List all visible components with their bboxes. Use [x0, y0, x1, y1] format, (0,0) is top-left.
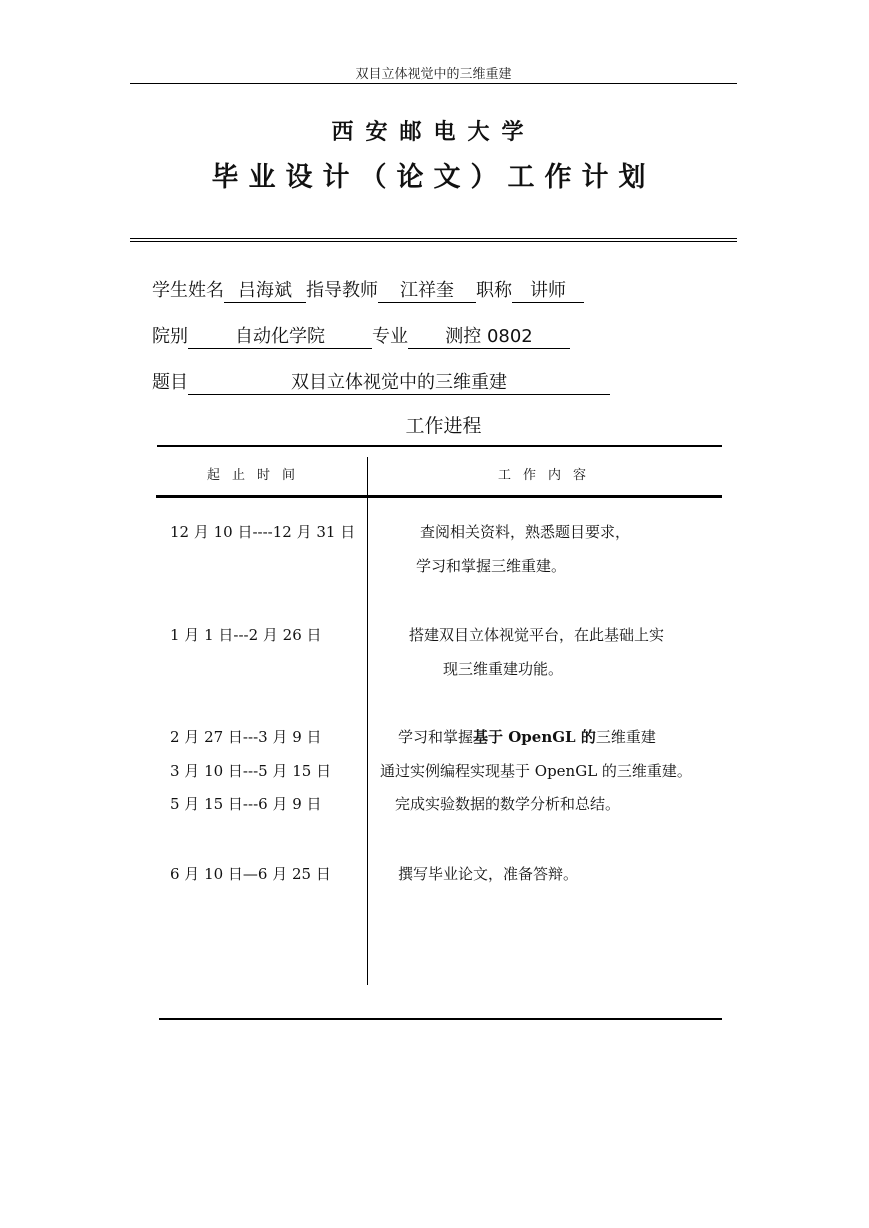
row-2-time: 1 月 1 日---2 月 26 日	[170, 626, 322, 644]
row-4-time: 3 月 10 日---5 月 15 日	[170, 762, 332, 780]
row-4-content: 通过实例编程实现基于 OpenGL 的三维重建。	[380, 762, 692, 780]
table-header-rule	[156, 495, 722, 498]
school-value: 自动化学院	[188, 326, 372, 349]
topic-label: 题目	[152, 372, 188, 393]
column-divider	[367, 457, 368, 985]
row-2-content-line-2: 现三维重建功能。	[443, 660, 564, 678]
title-label: 职称	[476, 280, 512, 301]
row-3-content-pre: 学习和掌握	[398, 728, 474, 746]
table-top-rule	[157, 445, 722, 447]
university-name: 西安邮电大学	[331, 120, 536, 145]
column-header-content: 工作内容	[498, 468, 599, 483]
row-2-content-line-1: 搭建双目立体视觉平台，在此基础上实	[409, 626, 665, 644]
topic-info-line	[152, 368, 610, 395]
row-6-time: 6 月 10 日—6 月 25 日	[170, 865, 331, 883]
running-header: 双目立体视觉中的三维重建	[355, 67, 512, 82]
document-title: 毕业设计（论文）工作计划	[211, 162, 656, 193]
topic-value: 双目立体视觉中的三维重建	[188, 372, 610, 395]
row-1-content-line-1: 查阅相关资料，熟悉题目要求，	[420, 523, 631, 541]
column-header-time: 起止时间	[207, 468, 308, 483]
major-label: 专业	[372, 326, 408, 347]
title-divider-bottom	[130, 241, 737, 242]
school-info-line	[152, 322, 570, 349]
header-rule	[130, 83, 737, 84]
advisor-name: 江祥奎	[378, 280, 476, 303]
row-3-content-bold: 基于 OpenGL 的	[473, 728, 596, 746]
student-name: 吕海斌	[224, 280, 306, 303]
row-6-content: 撰写毕业论文，准备答辩。	[398, 865, 579, 883]
title-value: 讲师	[512, 280, 584, 303]
title-divider-top	[130, 238, 737, 239]
row-5-time: 5 月 15 日---6 月 9 日	[170, 795, 322, 813]
student-info-line	[152, 276, 584, 303]
student-label: 学生姓名	[152, 280, 224, 301]
school-label: 院别	[152, 326, 188, 347]
schedule-heading: 工作进程	[405, 415, 482, 437]
row-5-content: 完成实验数据的数学分析和总结。	[395, 795, 621, 813]
row-3-content-post: 三维重建	[595, 728, 656, 746]
table-bottom-rule	[159, 1018, 722, 1020]
row-1-time: 12 月 10 日----12 月 31 日	[170, 523, 356, 541]
major-value: 测控 0802	[408, 326, 570, 349]
row-1-content-line-2: 学习和掌握三维重建。	[416, 557, 567, 575]
row-3-content	[398, 726, 656, 747]
row-3-time: 2 月 27 日---3 月 9 日	[170, 728, 322, 746]
advisor-label: 指导教师	[306, 280, 378, 301]
